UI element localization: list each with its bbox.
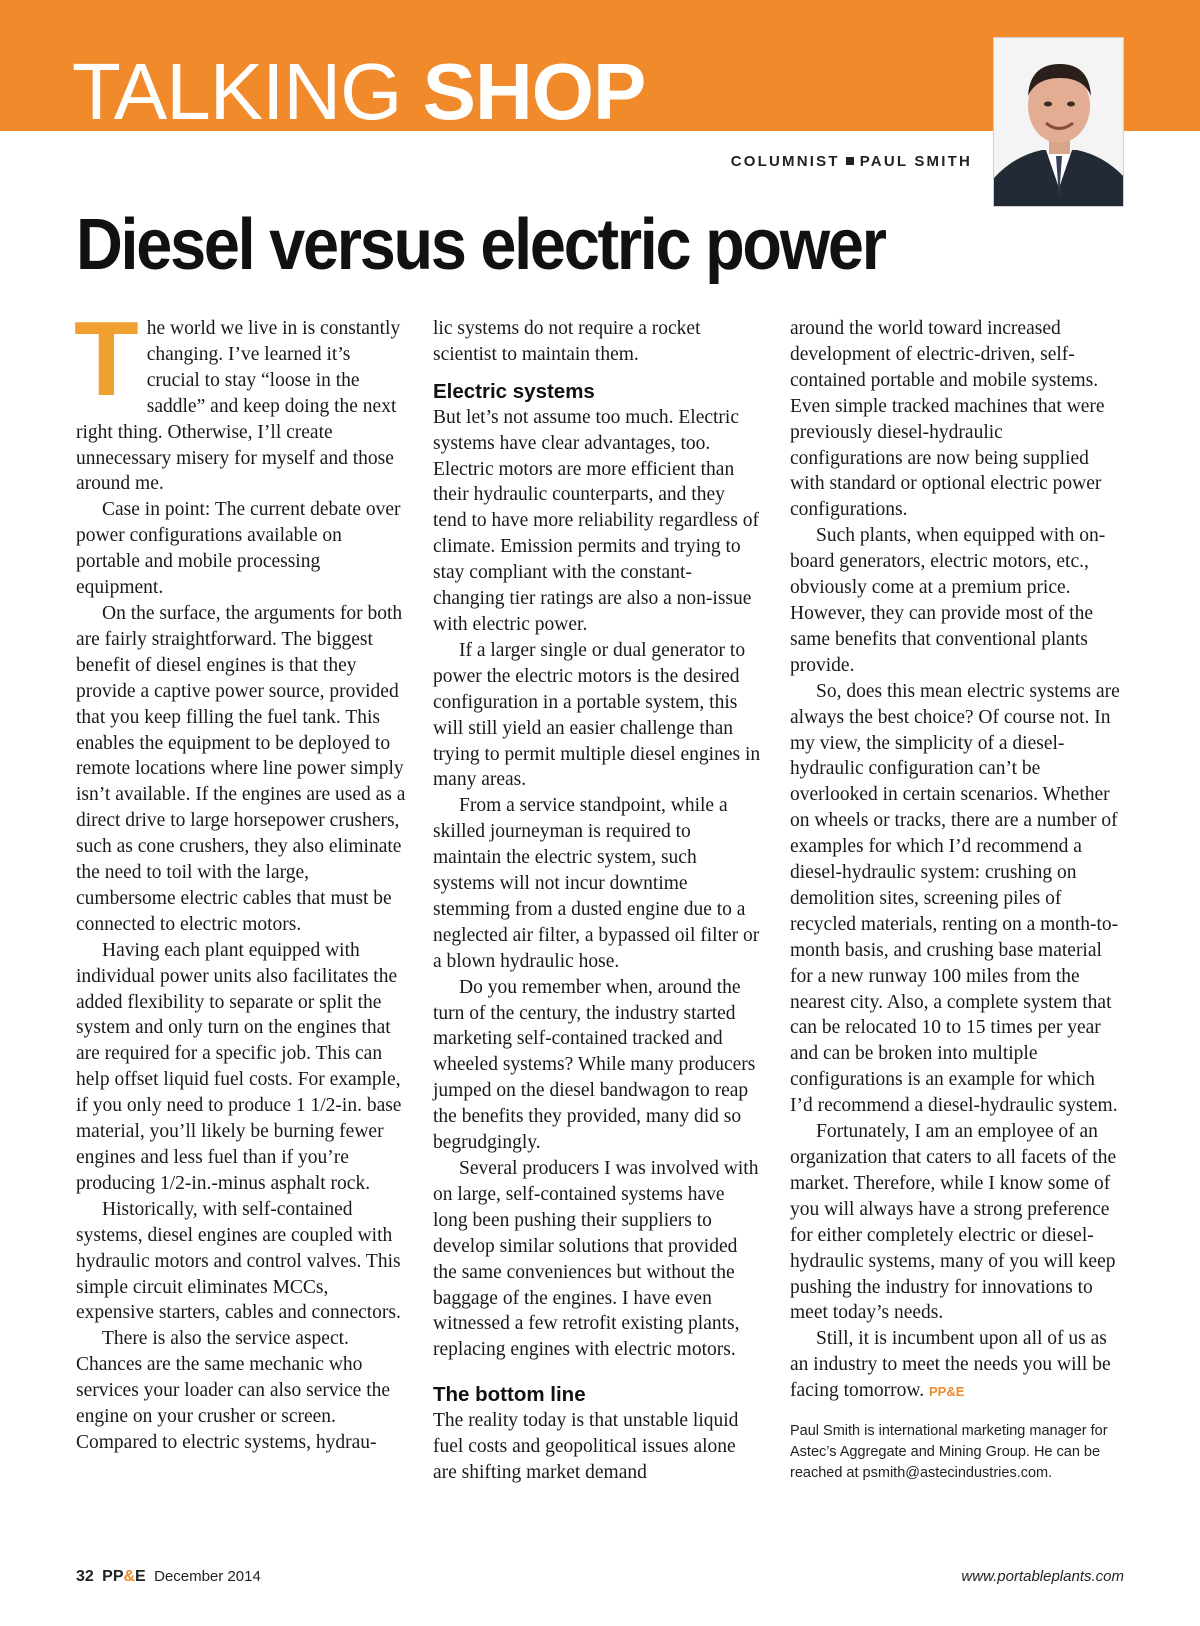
paragraph: Several producers I was involved with on large, self-contained systems have long been pushing their suppliers to develop similar solutions that provided the same conveniences but without the baggage of the engines. I have even witnessed a few retrofit existing plants, replacing engines with electric motors.: [433, 1158, 759, 1361]
paragraph: If a larger single or dual generator to power the electric motors is the desired configuration in a portable system, this will still yield an easier challenge than trying to permit multiple diesel engines in many areas.: [433, 639, 761, 791]
article-headline: Diesel versus electric power: [76, 205, 885, 285]
publication-logo: PP&E: [102, 1568, 146, 1585]
paragraph: From a service standpoint, while a skilled journeyman is required to maintain the electric system, such systems will not incur downtime stemming from a dusted engine due to a neglected air filter, a bypassed oil filter or a blown hydraulic hose.: [433, 795, 760, 972]
footer-url: www.portableplants.com: [961, 1568, 1124, 1585]
kicker-bold: SHOP: [422, 47, 646, 136]
paragraph: But let’s not assume too much. Electric systems have clear advantages, too. Electric motors are more efficient than their hydraulic counterparts, and they tend to have more reliability regardless of climate. Emission permits and trying to stay compliant with the constant-changing tier ratings are also a non-issue with electric power.: [433, 406, 759, 635]
paragraph: Fortunately, I am an employee of an organization that caters to all facets of the market. Therefore, while I know some of you will always have a strong preference for either completely electric or diesel-hydraulic systems, many of you will keep pushing the industry for innovations to meet today’s needs.: [790, 1121, 1117, 1324]
section-heading: The bottom line: [433, 1383, 586, 1407]
columnist-photo: [993, 37, 1124, 207]
page-number: 32: [76, 1568, 94, 1585]
paragraph-text: he world we live in is constantly changing. I’ve learned it’s crucial to stay “loose in the saddle” and keep doing the next right thing. Otherwise, I’ll create unnecessary misery for myself and those around me.: [76, 318, 401, 495]
paragraph-text: Still, it is incumbent upon all of us as an industry to meet the needs you will be facing tomorrow.: [790, 1328, 1111, 1402]
article-column-2: [433, 316, 763, 1486]
kicker-light: TALKING: [72, 47, 423, 136]
paragraph: On the surface, the arguments for both are fairly straightforward. The biggest benefit of diesel engines is that they provide a captive power source, provided that you keep filling the fuel tank. This enables the equipment to be deployed to remote locations where line power simply isn’t available. If the engines are used as a direct drive to large horsepower crushers, such as cone crushers, they also eliminate the need to toil with the large, cumbersome electric cables that must be connected to electric motors.: [76, 602, 406, 935]
paragraph: There is also the service aspect. Chances are the same mechanic who services your loader can also service the engine on your crusher or screen. Compared to electric systems, hydrau-: [76, 1328, 391, 1453]
columnist-name: PAUL SMITH: [859, 153, 972, 170]
square-bullet-icon: [846, 157, 854, 165]
paragraph: So, does this mean electric systems are always the best choice? Of course not. In my view, the simplicity of a diesel-hydraulic configuration can’t be overlooked in certain scenarios. Whether on wheels or tracks, there are a number of examples for which I’d recommend a diesel-hydraulic system: crushing on demolition sites, screening piles of recycled materials, renting on a month-to-month basis, and crushing base material for a new runway 100 miles from the nearest city. Also, a complete system that can be relocated 10 to 15 times per year and can be broken into multiple configurations is an example for which I’d recommend a diesel-hydraulic system.: [790, 680, 1120, 1117]
paragraph: Having each plant equipped with individual power units also facilitates the added flexibility to separate or split the system and only turn on the engines that are required for a specific job. This can help offset liquid fuel costs. For example, if you only need to produce 1 1/2-in. base material, you’ll likely be burning fewer engines and less fuel than if you’re producing 1/2-in.-minus asphalt rock.: [76, 939, 402, 1194]
paragraph: [74, 300, 406, 497]
paragraph: The reality today is that unstable liquid fuel costs and geopolitical issues alone are shifting market demand: [433, 1410, 739, 1483]
columnist-label: COLUMNIST: [730, 153, 840, 170]
drop-cap: T: [74, 300, 139, 418]
article-column-3: [790, 316, 1120, 1484]
paragraph: [790, 1326, 1120, 1405]
columnist-byline: [600, 153, 972, 170]
author-bio: Paul Smith is international marketing manager for Astec’s Aggregate and Mining Group. He can be reached at psmith@astecindustries.com.: [790, 1423, 1108, 1482]
paragraph: around the world toward increased development of electric-driven, self-contained portable and mobile systems. Even simple tracked machines that were previously diesel-hydraulic configurations are now being supplied with standard or optional electric power configurations.: [790, 318, 1105, 521]
issue-date: December 2014: [154, 1568, 261, 1585]
article-column-1: [74, 300, 406, 1456]
section-heading: Electric systems: [433, 379, 595, 403]
section-kicker: [72, 47, 646, 136]
columnist-portrait-icon: [994, 38, 1124, 207]
paragraph: lic systems do not require a rocket scientist to maintain them.: [433, 318, 701, 365]
paragraph: Such plants, when equipped with on-board generators, electric motors, etc., obviously come at a premium price. However, they can provide most of the same benefits that conventional plants provide.: [790, 525, 1106, 676]
paragraph: Historically, with self-contained systems, diesel engines are coupled with hydraulic motors and control valves. This simple circuit eliminates MCCs, expensive starters, cables and connectors.: [76, 1198, 401, 1324]
paragraph: Do you remember when, around the turn of the century, the industry started marketing self-contained tracked and wheeled systems? While many producers jumped on the diesel bandwagon to reap the benefits they provided, many did so begrudgingly.: [433, 976, 756, 1154]
end-mark: PP&E: [929, 1384, 965, 1400]
paragraph: Case in point: The current debate over power configurations available on portable and mobile processing equipment.: [76, 499, 401, 599]
page-footer-folio: [76, 1568, 261, 1586]
